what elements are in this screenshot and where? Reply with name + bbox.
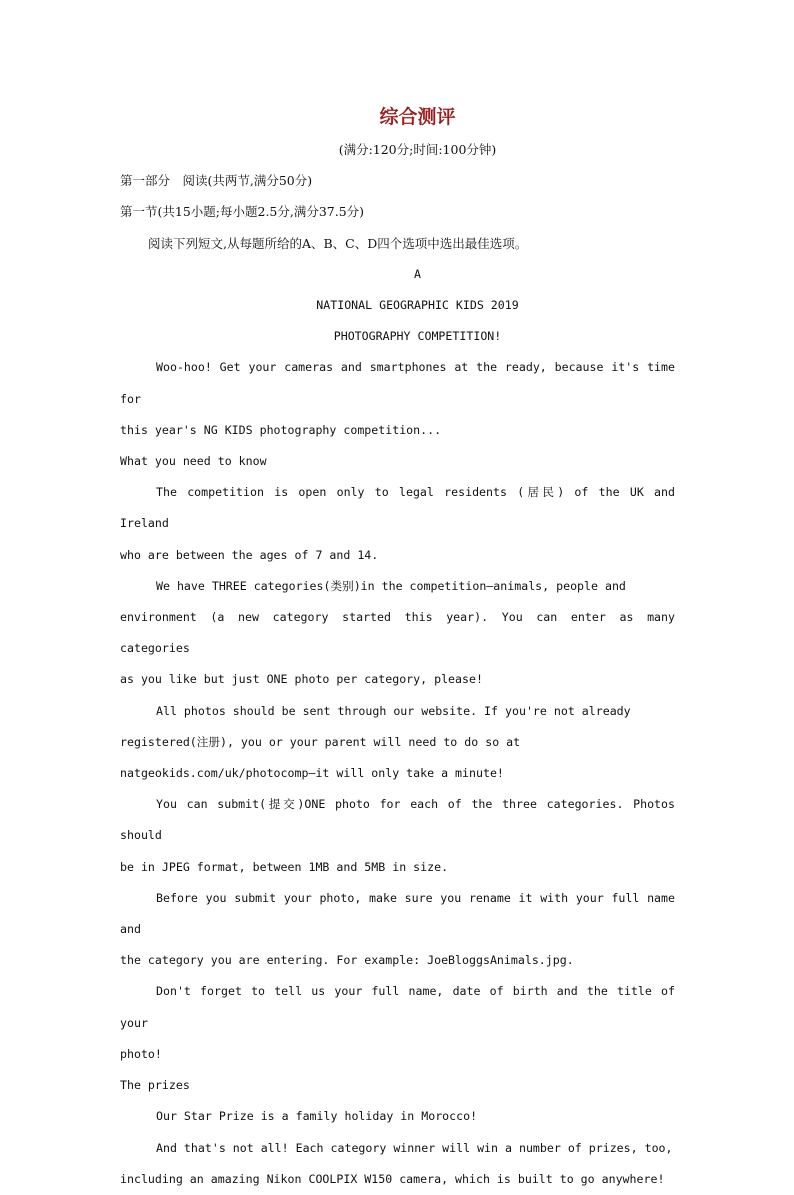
passage-label: A — [414, 266, 421, 281]
paragraph-categories-line-2: environment (a new category started this year). You can enter as many categories — [120, 610, 675, 656]
paragraph-submit-line-2: be in JPEG format, between 1MB and 5MB in size. — [120, 859, 449, 874]
section-one-heading: 第一节(共15小题;每小题2.5分,满分37.5分) — [120, 204, 365, 220]
paragraph-website-line-2: registered(注册), you or your parent will need to do so at — [120, 734, 521, 749]
paragraph-details-line-2: photo! — [120, 1046, 162, 1061]
paragraph-star-prize-line-1: Our Star Prize is a family holiday in Morocco! — [156, 1109, 478, 1124]
page-title: 综合测评 — [379, 106, 456, 128]
paragraph-categories-line-1: We have THREE categories(类别)in the competition—animals, people and — [156, 578, 626, 593]
intro-line-2: this year's NG KIDS photography competition... — [120, 422, 442, 437]
paragraph-category-prizes-line-1: And that's not all! Each category winner will win a number of prizes, too, — [156, 1140, 673, 1155]
score-time-note: (满分:120分;时间:100分钟) — [338, 142, 497, 157]
document-page — [120, 100, 675, 1195]
heading-the-prizes: The prizes — [120, 1078, 190, 1093]
paragraph-rename-line-1: Before you submit your photo, make sure you rename it with your full name and — [120, 890, 675, 937]
paragraph-submit-line-1: You can submit(提交)ONE photo for each of the three categories. Photos should — [120, 797, 675, 843]
paragraph-rename-line-2: the category you are entering. For example: JoeBloggsAnimals.jpg. — [120, 953, 574, 968]
heading-what-you-need-to-know: What you need to know — [120, 454, 267, 469]
passage-title-line-2: PHOTOGRAPHY COMPETITION! — [333, 329, 502, 344]
passage-title-line-1: NATIONAL GEOGRAPHIC KIDS 2019 — [316, 298, 519, 313]
paragraph-website-line-3: natgeokids.com/uk/photocomp—it will only take a minute! — [120, 766, 504, 781]
paragraph-details-line-1: Don't forget to tell us your full name, date of birth and the title of your — [120, 984, 675, 1030]
intro-line-1: Woo-hoo! Get your cameras and smartphones at the ready, because it's time for — [120, 360, 675, 406]
paragraph-categories-line-3: as you like but just ONE photo per category, please! — [120, 672, 483, 687]
reading-instruction: 阅读下列短文,从每题所给的A、B、C、D四个选项中选出最佳选项。 — [148, 235, 528, 251]
paragraph-eligibility-line-1: The competition is open only to legal residents (居民) of the UK and Ireland — [120, 485, 675, 531]
paragraph-eligibility-line-2: who are between the ages of 7 and 14. — [120, 547, 379, 562]
paragraph-website-line-1: All photos should be sent through our website. If you're not already — [156, 703, 631, 718]
paragraph-category-prizes-line-2: including an amazing Nikon COOLPIX W150 camera, which is built to go anywhere! — [120, 1171, 665, 1186]
part-one-heading: 第一部分 阅读(共两节,满分50分) — [120, 173, 313, 189]
